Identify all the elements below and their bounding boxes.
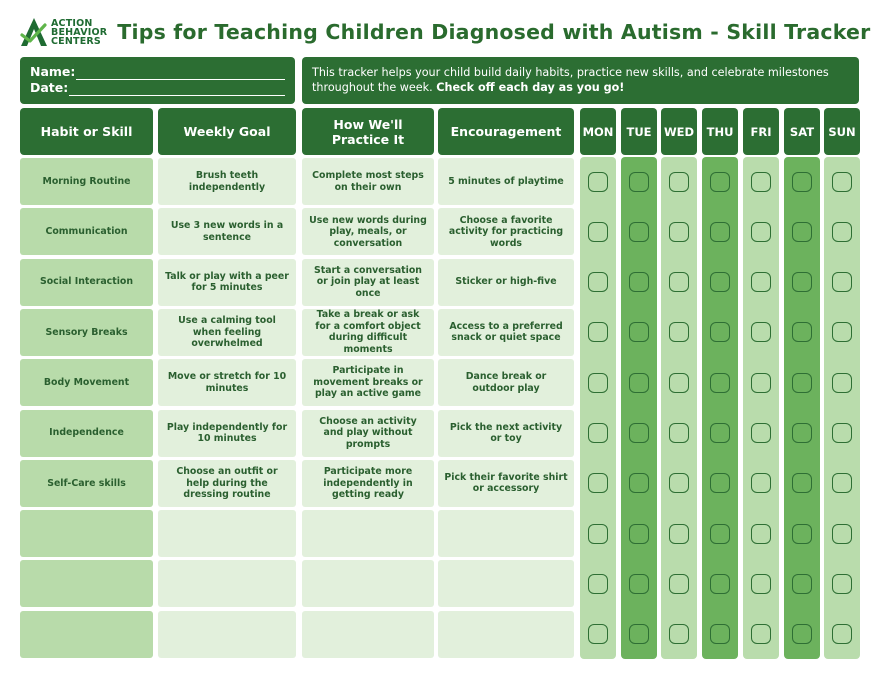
- checkbox-wed[interactable]: [669, 524, 689, 544]
- checkbox-mon[interactable]: [588, 423, 608, 443]
- checkbox-sat[interactable]: [792, 172, 812, 192]
- cell-practice: Choose an activity and play without prompts: [302, 410, 434, 457]
- cell-goal: Use 3 new words in a sentence: [158, 208, 296, 255]
- checkbox-thu[interactable]: [710, 172, 730, 192]
- cell-goal: Brush teeth independently: [158, 158, 296, 205]
- checkbox-sun[interactable]: [832, 423, 852, 443]
- checkbox-wed[interactable]: [669, 172, 689, 192]
- day-header-sat: SAT: [784, 108, 820, 155]
- cell-habit[interactable]: [20, 611, 153, 658]
- day-header-thu: THU: [702, 108, 738, 155]
- checkbox-sun[interactable]: [832, 574, 852, 594]
- checkbox-mon[interactable]: [588, 624, 608, 644]
- cell-practice: Participate more independently in getting ready: [302, 460, 434, 507]
- cell-goal[interactable]: [158, 510, 296, 557]
- checkbox-thu[interactable]: [710, 272, 730, 292]
- cell-encouragement: Choose a favorite activity for practicing words: [438, 208, 574, 255]
- day-header-tue: TUE: [621, 108, 657, 155]
- cell-encouragement[interactable]: [438, 560, 574, 607]
- checkbox-mon[interactable]: [588, 524, 608, 544]
- name-field[interactable]: [76, 68, 285, 80]
- day-header-fri: FRI: [743, 108, 779, 155]
- checkbox-sun[interactable]: [832, 322, 852, 342]
- cell-encouragement: Pick their favorite shirt or accessory: [438, 460, 574, 507]
- logo-mark-icon: [20, 17, 48, 47]
- cell-practice: Start a conversation or join play at least once: [302, 259, 434, 306]
- logo-line: ACTION: [51, 17, 93, 29]
- day-header-wed: WED: [661, 108, 697, 155]
- cell-encouragement: Access to a preferred snack or quiet space: [438, 309, 574, 356]
- page-header: [20, 10, 871, 54]
- checkbox-sat[interactable]: [792, 423, 812, 443]
- checkbox-sun[interactable]: [832, 272, 852, 292]
- checkbox-thu[interactable]: [710, 423, 730, 443]
- cell-habit: Sensory Breaks: [20, 309, 153, 356]
- checkbox-thu[interactable]: [710, 322, 730, 342]
- checkbox-sat[interactable]: [792, 272, 812, 292]
- name-label: Name:: [30, 64, 76, 79]
- checkbox-fri[interactable]: [751, 373, 771, 393]
- cell-encouragement: Sticker or high-five: [438, 259, 574, 306]
- cell-habit[interactable]: [20, 510, 153, 557]
- checkbox-wed[interactable]: [669, 222, 689, 242]
- checkbox-sat[interactable]: [792, 373, 812, 393]
- checkbox-fri[interactable]: [751, 524, 771, 544]
- checkbox-wed[interactable]: [669, 423, 689, 443]
- checkbox-wed[interactable]: [669, 272, 689, 292]
- intro-text: This tracker helps your child build daily habits, practice new skills, and celebrate milestones throughout the week.: [312, 66, 829, 94]
- cell-habit: Communication: [20, 208, 153, 255]
- cell-encouragement: Pick the next activity or toy: [438, 410, 574, 457]
- cell-goal[interactable]: [158, 560, 296, 607]
- cell-habit: Independence: [20, 410, 153, 457]
- checkbox-sun[interactable]: [832, 624, 852, 644]
- cell-goal: Talk or play with a peer for 5 minutes: [158, 259, 296, 306]
- cell-habit: Social Interaction: [20, 259, 153, 306]
- checkbox-thu[interactable]: [710, 222, 730, 242]
- checkbox-tue[interactable]: [629, 373, 649, 393]
- page-title: Tips for Teaching Children Diagnosed with Autism - Skill Tracker: [117, 20, 871, 44]
- checkbox-thu[interactable]: [710, 473, 730, 493]
- checkbox-tue[interactable]: [629, 423, 649, 443]
- cell-goal: Move or stretch for 10 minutes: [158, 359, 296, 406]
- checkbox-tue[interactable]: [629, 172, 649, 192]
- name-date-box: [20, 57, 295, 104]
- cell-habit[interactable]: [20, 560, 153, 607]
- checkbox-sat[interactable]: [792, 624, 812, 644]
- logo-line: BEHAVIOR: [51, 26, 108, 38]
- checkbox-sat[interactable]: [792, 322, 812, 342]
- checkbox-mon[interactable]: [588, 322, 608, 342]
- cell-habit: Body Movement: [20, 359, 153, 406]
- cell-practice: Use new words during play, meals, or conversation: [302, 208, 434, 255]
- intro-box: [302, 57, 859, 104]
- logo-line: CENTERS: [51, 35, 101, 47]
- checkbox-wed[interactable]: [669, 373, 689, 393]
- checkbox-tue[interactable]: [629, 322, 649, 342]
- checkbox-wed[interactable]: [669, 624, 689, 644]
- col-header-encouragement: Encouragement: [438, 108, 574, 155]
- checkbox-tue[interactable]: [629, 574, 649, 594]
- checkbox-sun[interactable]: [832, 373, 852, 393]
- cell-practice: Complete most steps on their own: [302, 158, 434, 205]
- cell-practice[interactable]: [302, 560, 434, 607]
- checkbox-fri[interactable]: [751, 322, 771, 342]
- checkbox-thu[interactable]: [710, 524, 730, 544]
- checkbox-mon[interactable]: [588, 272, 608, 292]
- checkbox-sun[interactable]: [832, 222, 852, 242]
- checkbox-fri[interactable]: [751, 423, 771, 443]
- checkbox-thu[interactable]: [710, 624, 730, 644]
- checkbox-fri[interactable]: [751, 222, 771, 242]
- checkbox-fri[interactable]: [751, 624, 771, 644]
- checkbox-sat[interactable]: [792, 524, 812, 544]
- checkbox-wed[interactable]: [669, 322, 689, 342]
- checkbox-sun[interactable]: [832, 524, 852, 544]
- cell-encouragement[interactable]: [438, 611, 574, 658]
- date-field[interactable]: [69, 84, 285, 96]
- checkbox-sun[interactable]: [832, 172, 852, 192]
- checkbox-sat[interactable]: [792, 574, 812, 594]
- date-row: [30, 80, 285, 96]
- checkbox-mon[interactable]: [588, 222, 608, 242]
- cell-goal[interactable]: [158, 611, 296, 658]
- checkbox-tue[interactable]: [629, 272, 649, 292]
- day-header-mon: MON: [580, 108, 616, 155]
- brand-logo: [20, 10, 107, 54]
- checkbox-thu[interactable]: [710, 373, 730, 393]
- intro-bold-text: Check off each day as you go!: [436, 81, 625, 94]
- checkbox-mon[interactable]: [588, 172, 608, 192]
- cell-practice[interactable]: [302, 510, 434, 557]
- logo-text: [51, 19, 107, 46]
- checkbox-tue[interactable]: [629, 222, 649, 242]
- checkbox-tue[interactable]: [629, 473, 649, 493]
- checkbox-mon[interactable]: [588, 373, 608, 393]
- checkbox-tue[interactable]: [629, 524, 649, 544]
- cell-encouragement[interactable]: [438, 510, 574, 557]
- cell-practice: Take a break or ask for a comfort object during difficult moments: [302, 309, 434, 356]
- checkbox-thu[interactable]: [710, 574, 730, 594]
- checkbox-mon[interactable]: [588, 473, 608, 493]
- cell-habit: Morning Routine: [20, 158, 153, 205]
- checkbox-tue[interactable]: [629, 624, 649, 644]
- col-header-habit: Habit or Skill: [20, 108, 153, 155]
- day-header-sun: SUN: [824, 108, 860, 155]
- checkbox-sat[interactable]: [792, 473, 812, 493]
- cell-goal: Play independently for 10 minutes: [158, 410, 296, 457]
- checkbox-fri[interactable]: [751, 172, 771, 192]
- checkbox-fri[interactable]: [751, 272, 771, 292]
- cell-encouragement: Dance break or outdoor play: [438, 359, 574, 406]
- cell-encouragement: 5 minutes of playtime: [438, 158, 574, 205]
- checkbox-wed[interactable]: [669, 473, 689, 493]
- checkbox-mon[interactable]: [588, 574, 608, 594]
- checkbox-sat[interactable]: [792, 222, 812, 242]
- cell-habit: Self-Care skills: [20, 460, 153, 507]
- checkbox-fri[interactable]: [751, 574, 771, 594]
- cell-practice: Participate in movement breaks or play an active game: [302, 359, 434, 406]
- checkbox-sun[interactable]: [832, 473, 852, 493]
- cell-goal: Choose an outfit or help during the dressing routine: [158, 460, 296, 507]
- name-row: [30, 64, 285, 80]
- cell-practice[interactable]: [302, 611, 434, 658]
- col-header-practice: How We'll Practice It: [302, 108, 434, 155]
- date-label: Date:: [30, 80, 69, 95]
- col-header-goal: Weekly Goal: [158, 108, 296, 155]
- checkbox-wed[interactable]: [669, 574, 689, 594]
- cell-goal: Use a calming tool when feeling overwhelmed: [158, 309, 296, 356]
- checkbox-fri[interactable]: [751, 473, 771, 493]
